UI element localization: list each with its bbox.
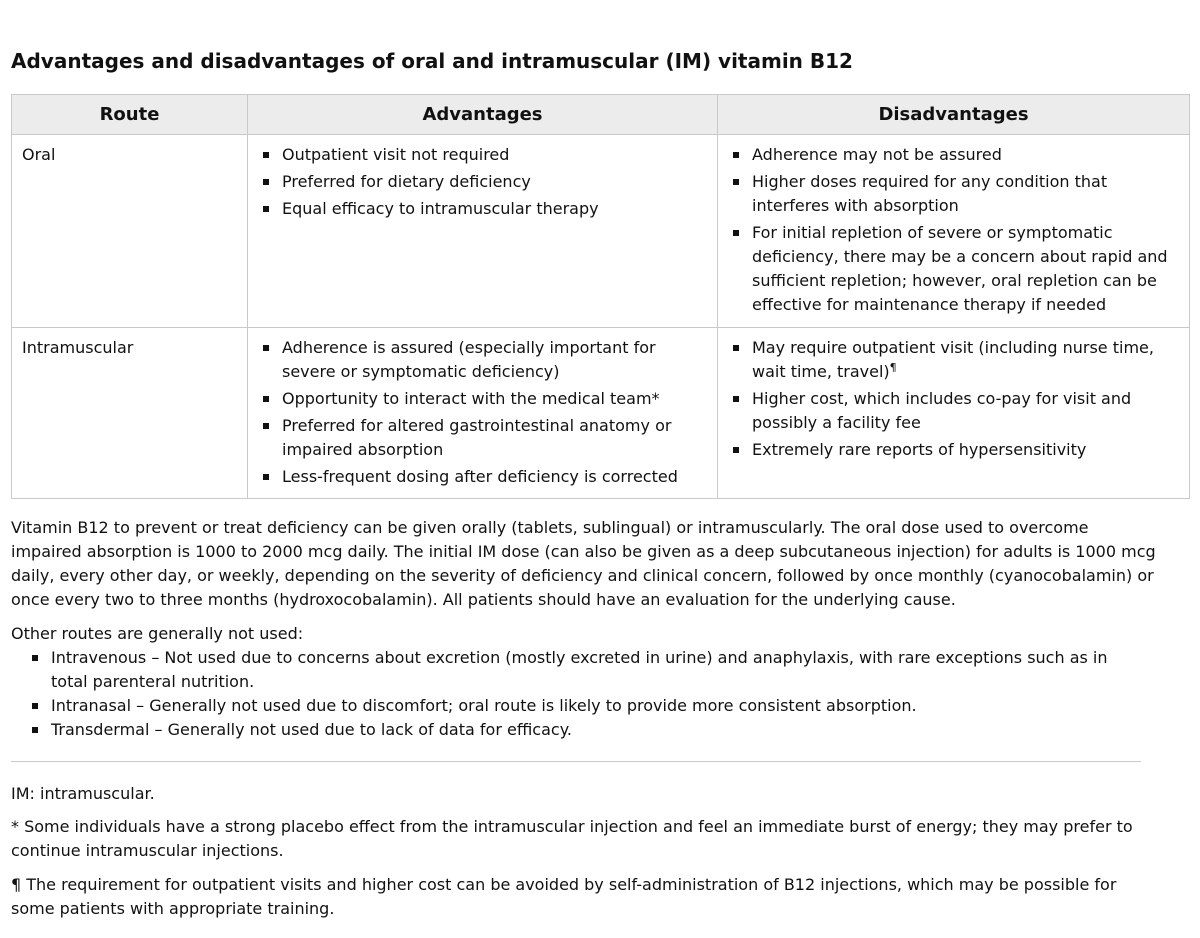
list-item: Higher cost, which includes co-pay for visit and possibly a facility fee bbox=[752, 387, 1179, 435]
list-item: Preferred for altered gastrointestinal anatomy or impaired absorption bbox=[282, 414, 707, 462]
column-header-advantages: Advantages bbox=[248, 95, 718, 135]
list-item: Adherence may not be assured bbox=[752, 143, 1179, 167]
footnote-abbreviation: IM: intramuscular. bbox=[11, 784, 155, 803]
dosing-paragraph: Vitamin B12 to prevent or treat deficiency can be given orally (tablets, sublingual) or intramuscularly. The oral dose used to overcome impaired absorption is 1000 to 2000 mcg daily. The initial IM dose (can also be given as a deep subcutaneous injection) for adults is 1000 mcg daily, every other day, or weekly, depending on the severity of deficiency and clinical concern, followed by once monthly (cyanocobalamin) or once every two to three months (hydroxocobalamin). All patients should have an evaluation for the underlying cause. bbox=[11, 518, 1156, 609]
disadvantages-cell bbox=[718, 328, 1190, 499]
table-title: Advantages and disadvantages of oral and intramuscular (IM) vitamin B12 bbox=[11, 49, 853, 73]
other-routes-list bbox=[51, 646, 1131, 742]
footnote-pilcrow: ¶ The requirement for outpatient visits and higher cost can be avoided by self-administration of B12 injections, which may be possible for some patients with appropriate training. bbox=[11, 875, 1117, 918]
advantages-list bbox=[258, 336, 707, 489]
list-item: For initial repletion of severe or symptomatic deficiency, there may be a concern about rapid and sufficient repletion; however, oral repletion can be effective for maintenance therapy if needed bbox=[752, 221, 1179, 317]
table-header-row bbox=[12, 95, 1190, 135]
footnote-star: * Some individuals have a strong placebo effect from the intramuscular injection and feel an immediate burst of energy; they may prefer to continue intramuscular injections. bbox=[11, 817, 1133, 860]
list-item: Adherence is assured (especially important for severe or symptomatic deficiency) bbox=[282, 336, 707, 384]
route-cell: Intramuscular bbox=[12, 328, 248, 499]
list-item-text: May require outpatient visit (including nurse time, wait time, travel) bbox=[752, 338, 1154, 381]
pilcrow-footnote-mark: ¶ bbox=[889, 361, 897, 374]
list-item: Preferred for dietary deficiency bbox=[282, 170, 707, 194]
list-item: Transdermal – Generally not used due to lack of data for efficacy. bbox=[51, 718, 1131, 742]
list-item: Extremely rare reports of hypersensitivity bbox=[752, 438, 1179, 462]
list-item: Intranasal – Generally not used due to discomfort; oral route is likely to provide more consistent absorption. bbox=[51, 694, 1131, 718]
disadvantages-list bbox=[728, 336, 1179, 462]
list-item: Higher doses required for any condition that interferes with absorption bbox=[752, 170, 1179, 218]
table-row-intramuscular bbox=[12, 328, 1190, 499]
comparison-table bbox=[11, 94, 1190, 499]
column-header-route: Route bbox=[12, 95, 248, 135]
list-item: Equal efficacy to intramuscular therapy bbox=[282, 197, 707, 221]
column-header-disadvantages: Disadvantages bbox=[718, 95, 1190, 135]
route-cell: Oral bbox=[12, 135, 248, 328]
advantages-cell bbox=[248, 135, 718, 328]
other-routes-intro: Other routes are generally not used: bbox=[11, 624, 304, 643]
table-row-oral bbox=[12, 135, 1190, 328]
advantages-list bbox=[258, 143, 707, 221]
advantages-cell bbox=[248, 328, 718, 499]
disadvantages-list bbox=[728, 143, 1179, 317]
disadvantages-cell bbox=[718, 135, 1190, 328]
footnote-divider bbox=[11, 761, 1141, 762]
list-item: Less-frequent dosing after deficiency is corrected bbox=[282, 465, 707, 489]
list-item bbox=[752, 336, 1179, 384]
list-item: Intravenous – Not used due to concerns about excretion (mostly excreted in urine) and anaphylaxis, with rare exceptions such as in total parenteral nutrition. bbox=[51, 646, 1131, 694]
list-item: Outpatient visit not required bbox=[282, 143, 707, 167]
list-item: Opportunity to interact with the medical team* bbox=[282, 387, 707, 411]
